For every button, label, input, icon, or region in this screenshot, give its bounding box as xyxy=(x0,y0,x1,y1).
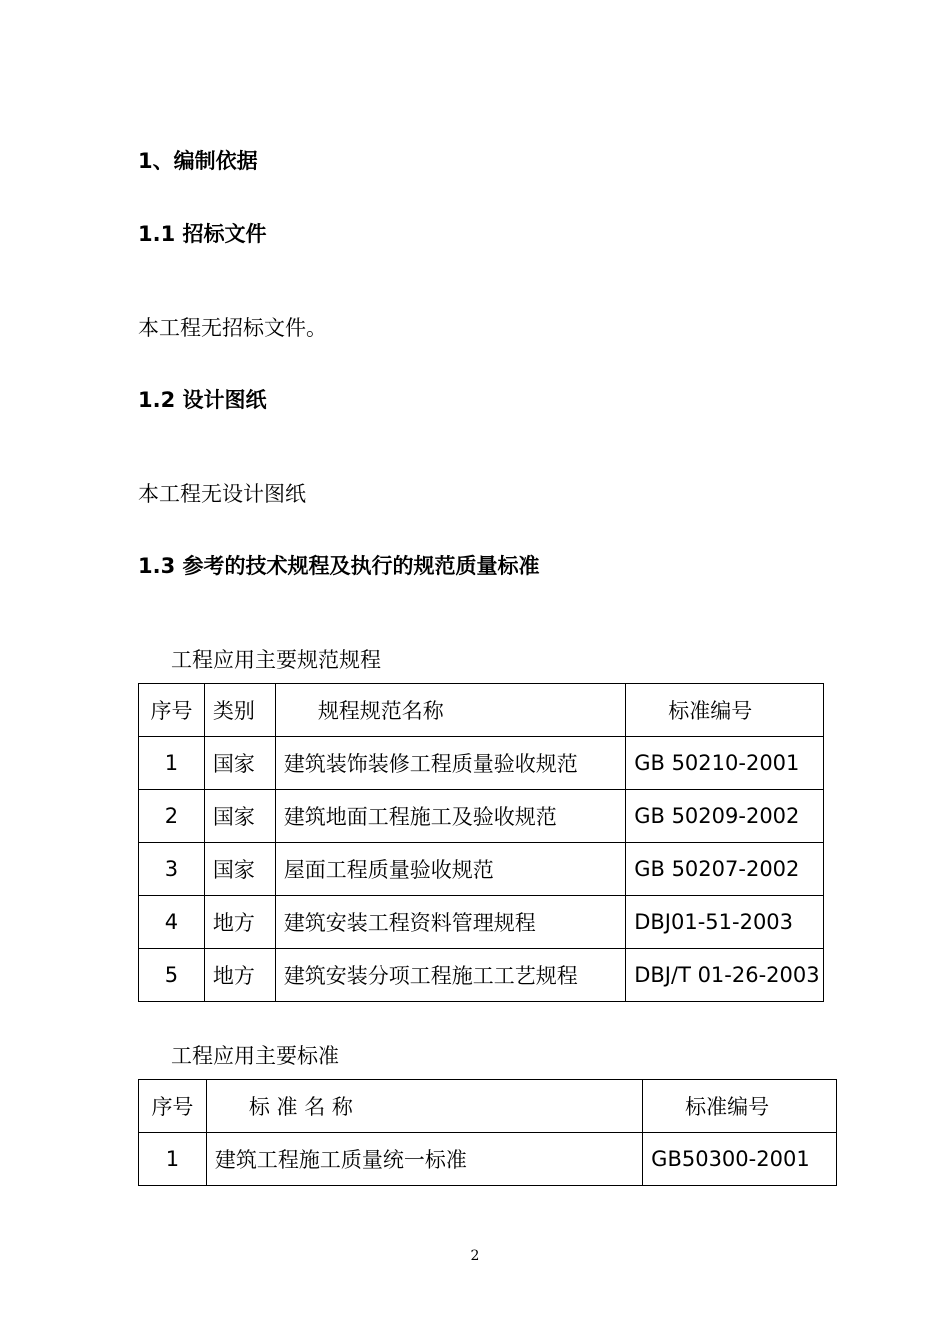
cell: 3 xyxy=(139,843,205,896)
table-row xyxy=(139,843,824,896)
table-header-row xyxy=(139,684,824,737)
section-1-2-body: 本工程无设计图纸 xyxy=(138,482,306,506)
cell: 1 xyxy=(139,737,205,790)
cell: 建筑工程施工质量统一标准 xyxy=(206,1133,642,1186)
header-cell: 标准编号 xyxy=(643,1080,837,1133)
regulations-table xyxy=(138,683,824,1002)
table2-caption: 工程应用主要标准 xyxy=(171,1044,339,1068)
cell: GB 50210-2001 xyxy=(626,737,824,790)
cell: 建筑地面工程施工及验收规范 xyxy=(275,790,625,843)
cell: 5 xyxy=(139,949,205,1002)
cell: GB 50207-2002 xyxy=(626,843,824,896)
cell: 屋面工程质量验收规范 xyxy=(275,843,625,896)
table-row xyxy=(139,790,824,843)
header-cell: 标准编号 xyxy=(626,684,824,737)
cell: 地方 xyxy=(204,896,275,949)
section-1-1-body: 本工程无招标文件。 xyxy=(138,316,327,340)
section-1-1-title: 1.1 招标文件 xyxy=(138,222,267,246)
cell: 2 xyxy=(139,790,205,843)
cell: 4 xyxy=(139,896,205,949)
cell: 建筑安装工程资料管理规程 xyxy=(275,896,625,949)
cell: 建筑装饰装修工程质量验收规范 xyxy=(275,737,625,790)
table-row xyxy=(139,896,824,949)
header-cell: 序号 xyxy=(139,684,205,737)
cell: DBJ/T 01-26-2003 xyxy=(626,949,824,1002)
table-row xyxy=(139,737,824,790)
table-row xyxy=(139,949,824,1002)
cell: 1 xyxy=(139,1133,207,1186)
table-row xyxy=(139,1133,837,1186)
cell: GB50300-2001 xyxy=(643,1133,837,1186)
header-cell: 序号 xyxy=(139,1080,207,1133)
cell: DBJ01-51-2003 xyxy=(626,896,824,949)
cell: 建筑安装分项工程施工工艺规程 xyxy=(275,949,625,1002)
section-1-title: 1、编制依据 xyxy=(138,149,258,173)
table1-caption: 工程应用主要规范规程 xyxy=(171,648,381,672)
cell: 国家 xyxy=(204,843,275,896)
standards-table xyxy=(138,1079,837,1186)
cell: 国家 xyxy=(204,737,275,790)
page-number: 2 xyxy=(470,1248,480,1264)
header-cell: 规程规范名称 xyxy=(275,684,625,737)
section-1-2-title: 1.2 设计图纸 xyxy=(138,388,267,412)
cell: 国家 xyxy=(204,790,275,843)
section-1-3-title: 1.3 参考的技术规程及执行的规范质量标准 xyxy=(138,554,540,578)
cell: 地方 xyxy=(204,949,275,1002)
header-cell: 标 准 名 称 xyxy=(206,1080,642,1133)
header-cell: 类别 xyxy=(204,684,275,737)
cell: GB 50209-2002 xyxy=(626,790,824,843)
table-header-row xyxy=(139,1080,837,1133)
